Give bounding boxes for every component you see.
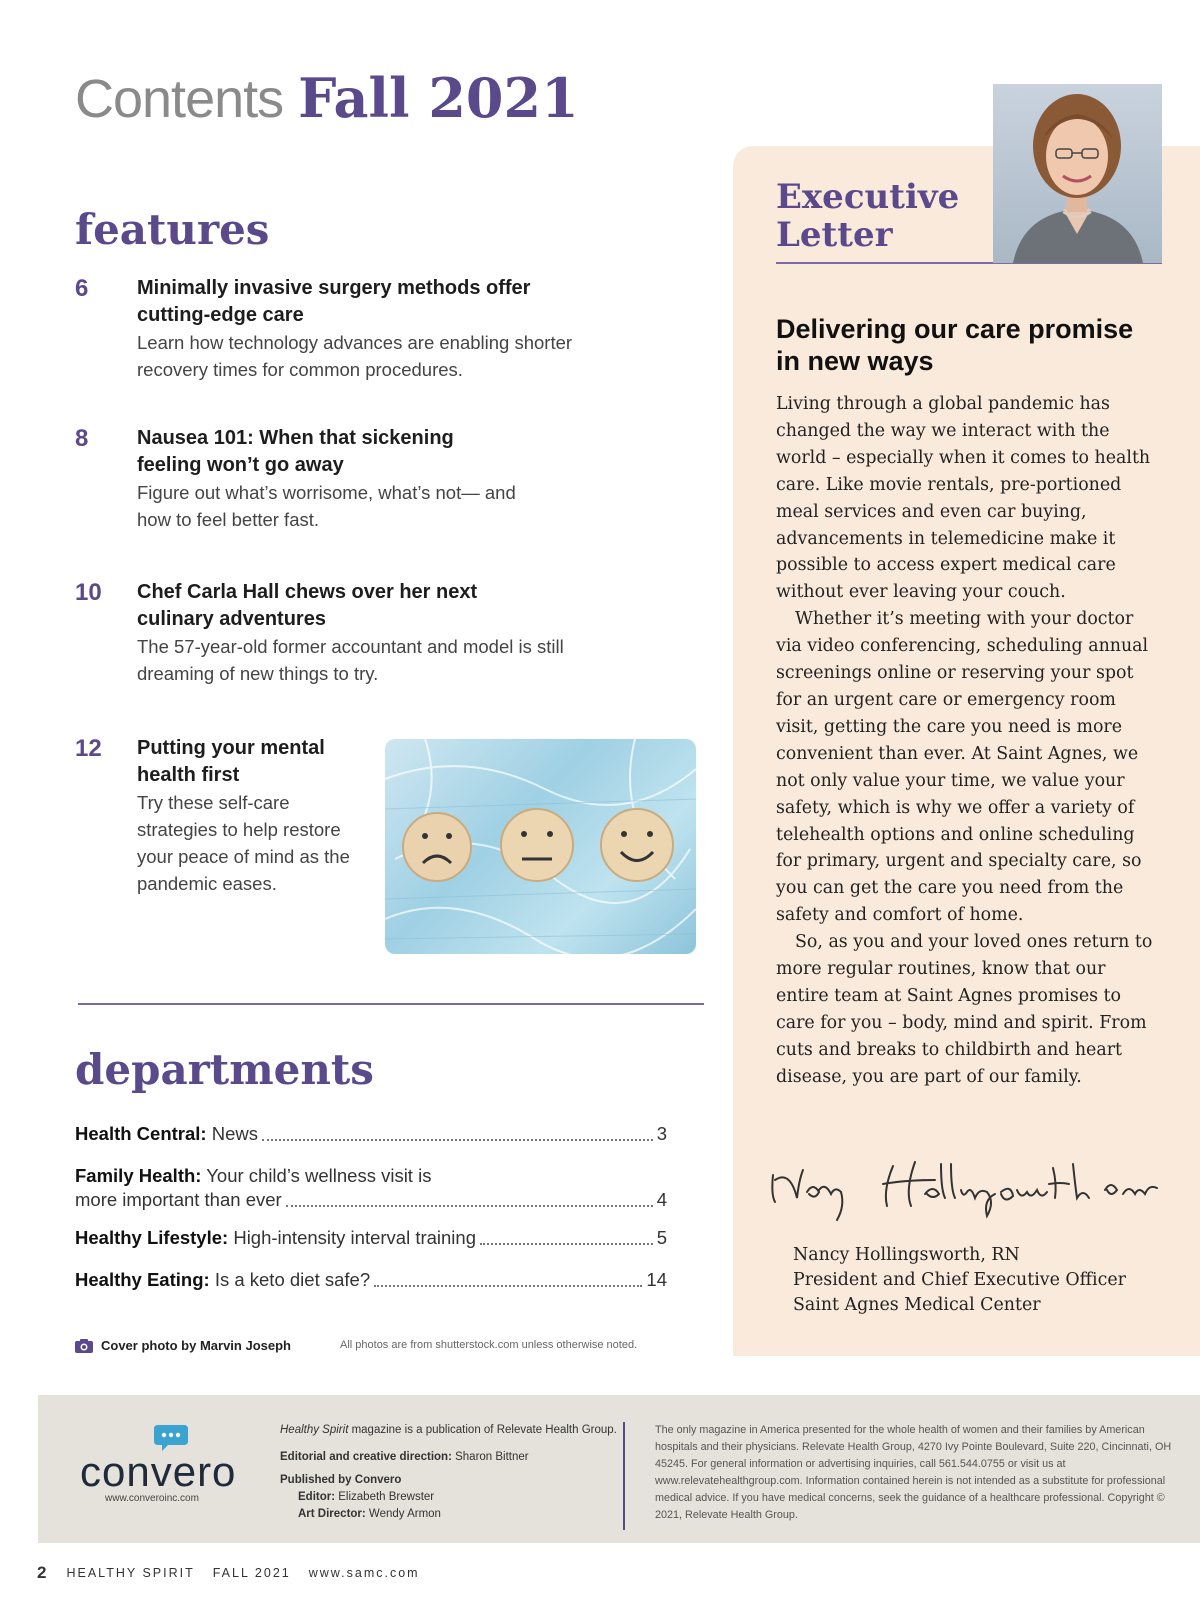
- feature-title[interactable]: Putting your mental health first: [137, 737, 325, 786]
- executive-letter-heading: [776, 178, 959, 254]
- departments-heading: departments: [75, 1045, 374, 1094]
- neutral-face-icon: [501, 809, 573, 881]
- folio-issue: FALL 2021: [212, 1566, 291, 1580]
- department-text: High-intensity interval training: [233, 1227, 476, 1248]
- handwritten-signature: [765, 1150, 1165, 1225]
- letter-body: [776, 391, 1161, 1091]
- feature-page-number: 10: [75, 579, 102, 606]
- art-director-value: Wendy Armon: [365, 1508, 441, 1520]
- feature-page-number: 8: [75, 425, 89, 452]
- folio-magazine: HEALTHY SPIRIT: [66, 1566, 195, 1580]
- photo-source-note: All photos are from shutterstock.com unless otherwise noted.: [340, 1339, 638, 1351]
- convero-logo: convero: [80, 1448, 237, 1495]
- feature-description: Try these self-care strategies to help restore your peace of mind as the pandemic eases.: [137, 792, 350, 894]
- letter-paragraph: Living through a global pandemic has changed the way we interact with the world – especially when it comes to health care. Like movie rentals, pre-portioned meal services and even car buying, advancements in telemedicine make it possible to access expert medical care without ever leaving your couch.: [776, 394, 1151, 603]
- features-heading: features: [75, 205, 270, 254]
- feature-page-number: 12: [75, 735, 102, 762]
- folio-site[interactable]: www.samc.com: [308, 1566, 420, 1580]
- editor-label: Editor:: [298, 1491, 336, 1503]
- feature-description: Figure out what’s worrisome, what’s not— and how to feel better fast.: [137, 482, 516, 530]
- executive-portrait: [993, 84, 1162, 263]
- dot-leader: [480, 1243, 653, 1245]
- letter-title: Delivering our care promise in new ways: [776, 314, 1134, 376]
- editorial-label: Editorial and creative direction:: [280, 1451, 452, 1463]
- feature-description: Learn how technology advances are enabling shorter recovery times for common procedures.: [137, 332, 573, 380]
- feature-description: The 57-year-old former accountant and model is still dreaming of new things to try.: [137, 636, 564, 684]
- feature-photo-emoji-discs: [385, 739, 696, 954]
- cover-credit-text: Cover photo by Marvin Joseph: [101, 1338, 291, 1353]
- camera-icon: [75, 1339, 93, 1353]
- feature-title[interactable]: Chef Carla Hall chews over her next culinary adventures: [137, 581, 478, 630]
- feature-title[interactable]: Nausea 101: When that sickening feeling won’t go away: [137, 427, 454, 476]
- magazine-name: Healthy Spirit: [280, 1424, 349, 1436]
- title-contents: Contents: [75, 69, 284, 129]
- footer-disclaimer: The only magazine in America presented for the whole health of women and their families by American hospitals and their physicians. Relevate Health Group, 4270 Ivy Pointe Boulevard, Suite 220, Cincinnati, OH 45245. For general information or advertising inquiries, call 561.544.0755 or visit us at www.relevatehealthgroup.com. Information contained herein is not intended as a substitute for professional medical advice. If you have medical concerns, seek the guidance of a healthcare professional. Copyright © 2021, Relevate Health Group.: [655, 1424, 1172, 1521]
- title-issue: Fall 2021: [298, 66, 579, 130]
- signer-role: President and Chief Executive Officer: [793, 1270, 1126, 1290]
- dot-leader: [262, 1139, 653, 1141]
- feature-page-number: 6: [75, 275, 89, 302]
- department-item[interactable]: [75, 1122, 667, 1146]
- department-item[interactable]: [75, 1226, 667, 1250]
- department-page-number: 5: [656, 1227, 667, 1248]
- department-item[interactable]: [75, 1268, 667, 1292]
- exec-heading-line1: Executive: [776, 177, 960, 217]
- department-label: Healthy Lifestyle:: [75, 1227, 229, 1248]
- department-item[interactable]: [75, 1164, 667, 1212]
- dot-leader: [286, 1205, 653, 1207]
- department-page-number: 4: [656, 1189, 667, 1210]
- department-label: Family Health:: [75, 1165, 202, 1186]
- department-text: News: [211, 1123, 258, 1144]
- page-number: 2: [37, 1563, 47, 1582]
- department-page-number: 3: [656, 1123, 667, 1144]
- department-label: Healthy Eating:: [75, 1269, 210, 1290]
- footer-divider: [623, 1422, 625, 1530]
- feature-title[interactable]: Minimally invasive surgery methods offer cutting-edge care: [137, 277, 531, 326]
- page-title: [75, 66, 579, 131]
- department-page-number: 14: [646, 1269, 667, 1290]
- exec-heading-line2: Letter: [776, 215, 893, 255]
- cover-credit: [75, 1338, 291, 1353]
- sad-face-icon: [403, 813, 471, 881]
- portrait-illustration: [993, 84, 1162, 263]
- signer-block: [793, 1243, 1126, 1318]
- section-divider: [78, 1003, 704, 1005]
- footer-credits: [280, 1422, 617, 1523]
- emoji-discs-illustration: [385, 739, 696, 954]
- department-text: Your child’s wellness visit is: [206, 1165, 432, 1186]
- editor-value: Elizabeth Brewster: [335, 1491, 435, 1503]
- department-text-continued: more important than ever: [75, 1189, 282, 1210]
- signature-drawing: [765, 1150, 1165, 1225]
- dot-leader: [374, 1285, 642, 1287]
- publication-line: magazine is a publication of Relevate Health Group.: [348, 1424, 617, 1436]
- editorial-value: Sharon Bittner: [451, 1451, 529, 1463]
- convero-url: www.converoinc.com: [105, 1493, 199, 1504]
- signer-organization: Saint Agnes Medical Center: [793, 1295, 1041, 1315]
- letter-paragraph: So, as you and your loved ones return to more regular routines, know that our entire team at Saint Agnes promises to care for you – body, mind and spirit. From cuts and breaks to childbirth and heart disease, you are part of our family.: [776, 932, 1153, 1087]
- art-director-label: Art Director:: [298, 1508, 366, 1520]
- department-text: Is a keto diet safe?: [214, 1269, 371, 1290]
- department-label: Health Central:: [75, 1123, 207, 1144]
- happy-face-icon: [601, 809, 673, 881]
- page-folio: [37, 1563, 438, 1583]
- letter-paragraph: Whether it’s meeting with your doctor via video conferencing, scheduling annual screenings online or reserving your spot for an urgent care or emergency room visit, getting the care you need is more convenient than ever. At Saint Agnes, we not only value your time, we value your safety, which is why we offer a variety of telehealth options and online scheduling for primary, urgent and specialty care, so you can get the care you need from the safety and comfort of home.: [776, 609, 1149, 926]
- signer-name: Nancy Hollingsworth, RN: [793, 1245, 1020, 1265]
- published-by: Published by Convero: [280, 1474, 402, 1486]
